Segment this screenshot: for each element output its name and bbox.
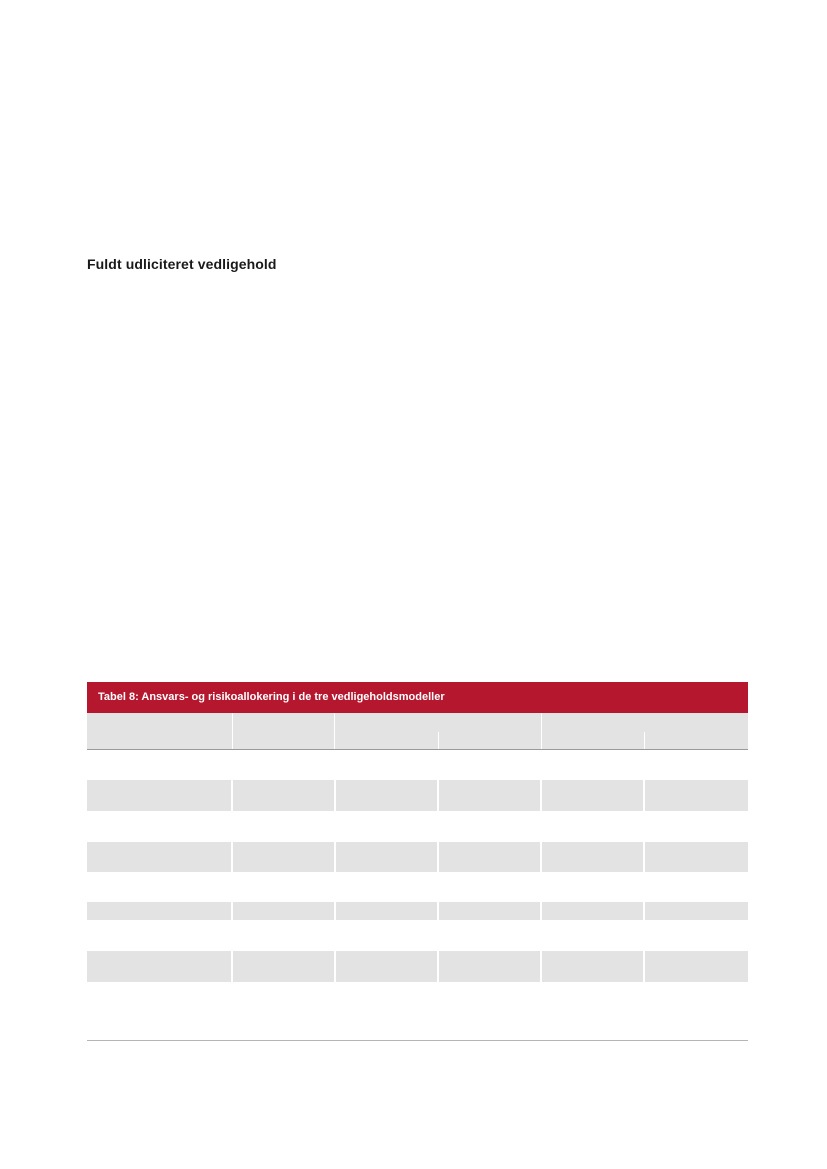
- table-row: [87, 951, 748, 982]
- table-row: [87, 780, 748, 811]
- header-column-divider: [541, 713, 542, 750]
- table-cell: [336, 951, 437, 982]
- table-cell: [645, 780, 748, 811]
- table-cell: [542, 842, 643, 872]
- table-cell: [336, 842, 437, 872]
- table-header-row: [87, 713, 748, 750]
- header-subcolumn-divider: [644, 732, 645, 750]
- table-cell: [645, 842, 748, 872]
- table-cell: [542, 780, 643, 811]
- table-cell: [336, 780, 437, 811]
- table-cell: [645, 951, 748, 982]
- table-cell: [439, 951, 540, 982]
- table-cell: [542, 902, 643, 920]
- header-column-divider: [334, 713, 335, 750]
- table-cell: [336, 902, 437, 920]
- table-cell: [87, 780, 231, 811]
- table-caption: Tabel 8: Ansvars- og risikoallokering i de tre vedligeholdsmodeller: [87, 682, 748, 713]
- table-cell: [87, 842, 231, 872]
- table-cell: [233, 902, 334, 920]
- table-bottom-rule: [87, 1040, 748, 1041]
- section-heading: Fuldt udliciteret vedligehold: [87, 256, 277, 272]
- table-row: [87, 842, 748, 872]
- table-cell: [233, 780, 334, 811]
- table-cell: [233, 842, 334, 872]
- header-subcolumn-divider: [438, 732, 439, 750]
- table-cell: [645, 902, 748, 920]
- header-column-divider: [232, 713, 233, 750]
- responsibility-risk-table: [87, 682, 748, 1042]
- table-row: [87, 902, 748, 920]
- table-cell: [233, 951, 334, 982]
- table-cell: [439, 842, 540, 872]
- table-cell: [542, 951, 643, 982]
- table-cell: [87, 902, 231, 920]
- header-rule: [87, 749, 748, 750]
- table-cell: [87, 951, 231, 982]
- table-cell: [439, 902, 540, 920]
- table-cell: [439, 780, 540, 811]
